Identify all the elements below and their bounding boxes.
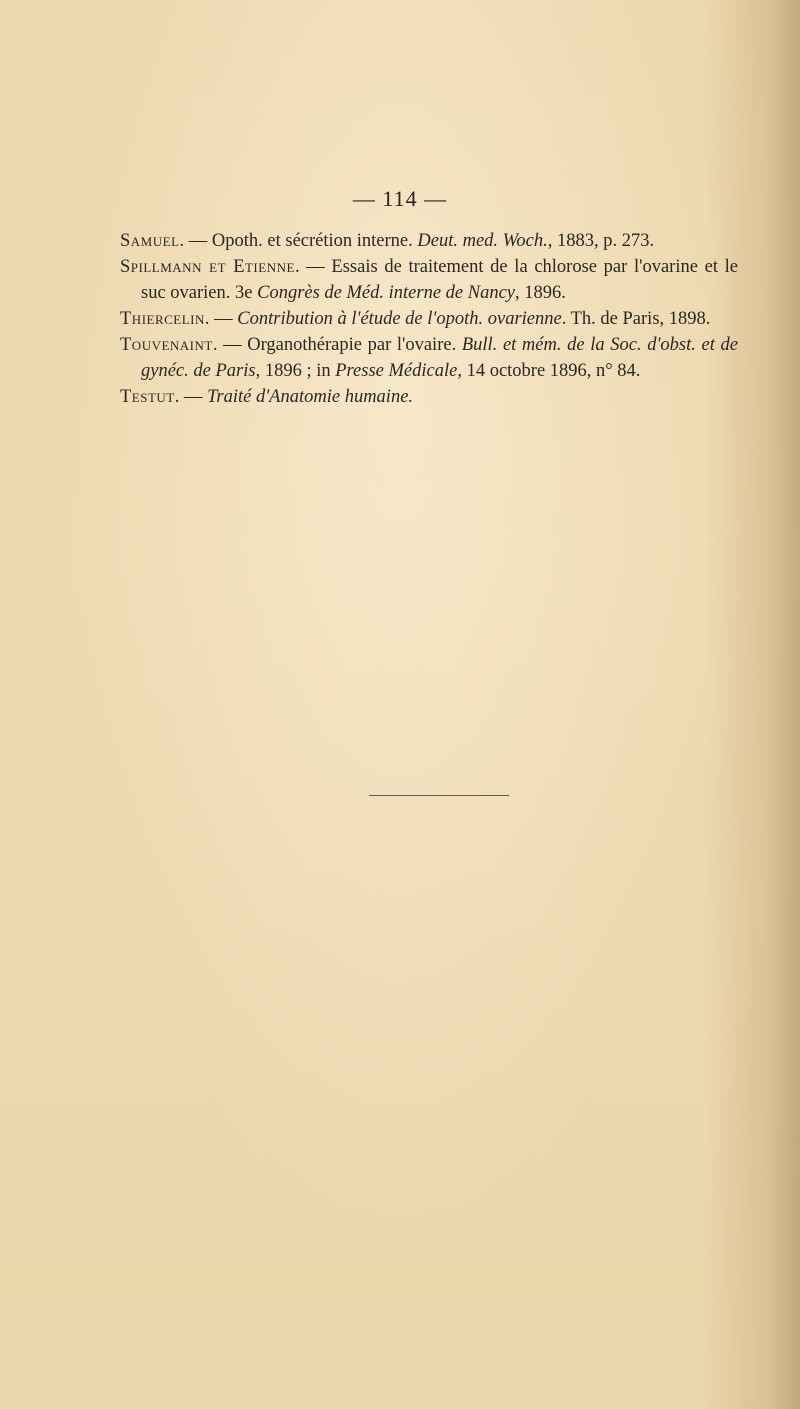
reference-text: Organothérapie par l'ovaire. bbox=[247, 335, 462, 355]
reference-journal: Presse Médicale bbox=[335, 361, 458, 381]
reference-entry bbox=[120, 332, 738, 384]
reference-text: Opoth. et sécrétion interne. bbox=[211, 231, 418, 251]
reference-text: , 1896. bbox=[515, 283, 566, 303]
reference-separator: . — bbox=[294, 257, 332, 277]
reference-journal: Bull. et mém. de la Soc. d'obst. et de gynéc. de Paris bbox=[141, 335, 738, 381]
reference-author: Touvenaint bbox=[120, 335, 213, 355]
reference-text: , 1896 ; in bbox=[255, 361, 336, 381]
reference-separator: . — bbox=[204, 309, 238, 329]
reference-separator: . — bbox=[212, 335, 248, 355]
reference-separator: . — bbox=[179, 231, 212, 251]
reference-author: Spillmann et Etienne bbox=[120, 257, 295, 277]
reference-journal: Deut. med. Woch. bbox=[417, 231, 548, 251]
reference-title: Contribution à l'étude de l'opoth. ovarienne bbox=[237, 309, 562, 329]
reference-author: Testut bbox=[120, 387, 175, 407]
reference-author: Samuel bbox=[120, 231, 180, 251]
reference-journal: Congrès de Méd. interne de Nancy bbox=[257, 283, 516, 303]
reference-entry bbox=[120, 254, 738, 306]
reference-title: Traité d'Anatomie humaine. bbox=[207, 387, 414, 407]
reference-entry bbox=[120, 228, 738, 254]
reference-separator: . — bbox=[174, 387, 208, 407]
reference-text: , 14 octobre 1896, n° 84. bbox=[457, 361, 641, 381]
end-rule bbox=[369, 795, 509, 796]
bibliography-list bbox=[120, 228, 738, 410]
reference-text: . Th. de Paris, 1898. bbox=[561, 309, 711, 329]
reference-entry bbox=[120, 306, 738, 332]
reference-author: Thiercelin bbox=[120, 309, 205, 329]
reference-entry bbox=[120, 384, 738, 410]
reference-text: , 1883, p. 273. bbox=[547, 231, 655, 251]
page-number: — 114 — bbox=[352, 186, 448, 211]
reference-text: Essais de traitement de la chlorose par l'ovarine et le suc ovarien. 3e bbox=[141, 257, 738, 303]
